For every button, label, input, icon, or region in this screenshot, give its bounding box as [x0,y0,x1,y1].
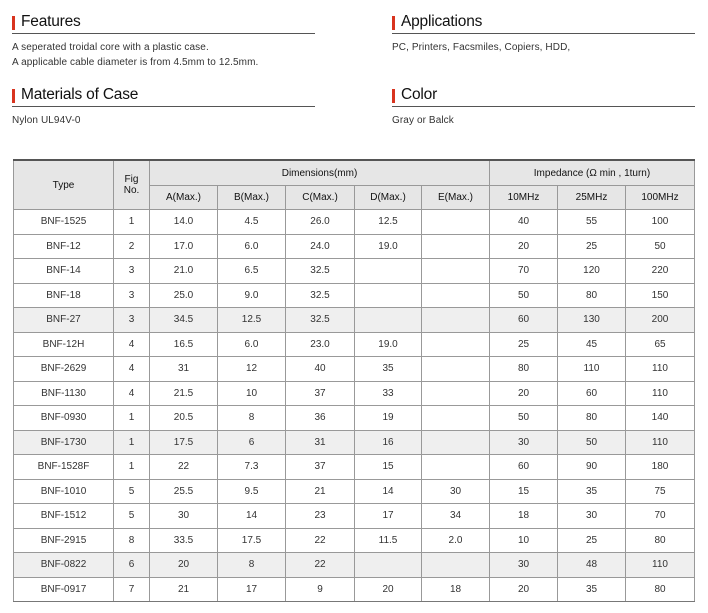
cell-dim-c: 32.5 [286,283,355,308]
cell-dim-a: 34.5 [150,308,218,333]
cell-type: BNF-12H [14,332,114,357]
cell-fig-no: 3 [114,308,150,333]
materials-text [12,113,315,128]
applications-section [392,13,695,55]
header-imp-10mhz: 10MHz [490,186,558,210]
cell-type: BNF-0822 [14,553,114,578]
materials-heading [12,86,315,107]
heading-accent-bar [392,89,395,103]
color-title: Color [401,86,438,103]
cell-type: BNF-1528F [14,455,114,480]
cell-imp-25mhz: 80 [558,406,626,431]
cell-dim-e: 2.0 [422,528,490,553]
cell-dim-a: 21 [150,577,218,602]
cell-dim-e [422,357,490,382]
table-row [14,430,695,455]
cell-fig-no: 1 [114,406,150,431]
cell-dim-a: 17.0 [150,234,218,259]
cell-imp-100mhz: 140 [626,406,695,431]
cell-type: BNF-1512 [14,504,114,529]
cell-dim-e [422,430,490,455]
header-dim-e: E(Max.) [422,186,490,210]
cell-dim-d: 11.5 [355,528,422,553]
cell-imp-100mhz: 110 [626,430,695,455]
cell-dim-a: 33.5 [150,528,218,553]
cell-fig-no: 4 [114,357,150,382]
cell-dim-a: 31 [150,357,218,382]
table-row [14,381,695,406]
cell-imp-10mhz: 50 [490,406,558,431]
cell-dim-e [422,381,490,406]
cell-type: BNF-0917 [14,577,114,602]
cell-dim-a: 20.5 [150,406,218,431]
cell-imp-25mhz: 80 [558,283,626,308]
cell-dim-c: 21 [286,479,355,504]
cell-imp-100mhz: 110 [626,357,695,382]
table-row [14,332,695,357]
cell-dim-b: 8 [218,553,286,578]
cell-imp-100mhz: 110 [626,381,695,406]
cell-fig-no: 4 [114,332,150,357]
cell-imp-100mhz: 100 [626,210,695,235]
table-row [14,234,695,259]
cell-dim-b: 6.0 [218,234,286,259]
cell-type: BNF-2629 [14,357,114,382]
cell-dim-c: 36 [286,406,355,431]
cell-dim-c: 22 [286,553,355,578]
cell-dim-c: 37 [286,381,355,406]
table-row [14,259,695,284]
table-row [14,406,695,431]
cell-imp-25mhz: 25 [558,528,626,553]
cell-imp-25mhz: 50 [558,430,626,455]
cell-dim-a: 21.0 [150,259,218,284]
cell-dim-b: 12.5 [218,308,286,333]
cell-imp-25mhz: 30 [558,504,626,529]
cell-dim-c: 24.0 [286,234,355,259]
applications-heading [392,13,695,34]
table-header [14,160,695,210]
cell-dim-d: 35 [355,357,422,382]
heading-accent-bar [392,16,395,30]
cell-dim-c: 40 [286,357,355,382]
cell-dim-d [355,308,422,333]
cell-imp-100mhz: 220 [626,259,695,284]
cell-imp-100mhz: 65 [626,332,695,357]
cell-fig-no: 1 [114,430,150,455]
cell-imp-25mhz: 35 [558,479,626,504]
cell-imp-10mhz: 60 [490,308,558,333]
cell-dim-a: 25.0 [150,283,218,308]
cell-type: BNF-1525 [14,210,114,235]
cell-dim-e [422,308,490,333]
cell-dim-d: 19 [355,406,422,431]
cell-imp-10mhz: 40 [490,210,558,235]
header-imp-100mhz: 100MHz [626,186,695,210]
cell-dim-b: 7.3 [218,455,286,480]
cell-dim-d: 19.0 [355,332,422,357]
cell-fig-no: 1 [114,210,150,235]
cell-dim-b: 6.5 [218,259,286,284]
table-row [14,577,695,602]
features-section [12,13,315,70]
features-line: A seperated troidal core with a plastic case. [12,42,209,53]
cell-dim-c: 26.0 [286,210,355,235]
cell-imp-100mhz: 110 [626,553,695,578]
cell-dim-a: 20 [150,553,218,578]
cell-dim-d [355,259,422,284]
materials-section [12,86,315,128]
header-dimensions: Dimensions(mm) [150,160,490,186]
cell-dim-c: 22 [286,528,355,553]
cell-dim-b: 17 [218,577,286,602]
cell-imp-100mhz: 80 [626,528,695,553]
features-title: Features [21,13,81,30]
cell-type: BNF-12 [14,234,114,259]
cell-dim-b: 14 [218,504,286,529]
cell-dim-e [422,210,490,235]
cell-imp-100mhz: 70 [626,504,695,529]
cell-dim-c: 9 [286,577,355,602]
cell-fig-no: 7 [114,577,150,602]
cell-dim-e: 18 [422,577,490,602]
cell-imp-25mhz: 110 [558,357,626,382]
cell-fig-no: 5 [114,504,150,529]
features-text [12,40,315,70]
cell-dim-d: 19.0 [355,234,422,259]
cell-imp-10mhz: 30 [490,553,558,578]
header-dim-c: C(Max.) [286,186,355,210]
applications-title: Applications [401,13,483,30]
cell-dim-a: 30 [150,504,218,529]
cell-imp-25mhz: 55 [558,210,626,235]
cell-fig-no: 8 [114,528,150,553]
cell-dim-c: 23 [286,504,355,529]
cell-dim-d: 16 [355,430,422,455]
cell-fig-no: 1 [114,455,150,480]
cell-imp-100mhz: 200 [626,308,695,333]
cell-imp-10mhz: 20 [490,381,558,406]
color-text [392,113,695,128]
cell-imp-25mhz: 45 [558,332,626,357]
cell-imp-10mhz: 25 [490,332,558,357]
header-imp-25mhz: 25MHz [558,186,626,210]
cell-imp-10mhz: 18 [490,504,558,529]
header-fig-no [114,160,150,210]
cell-dim-b: 12 [218,357,286,382]
cell-imp-25mhz: 35 [558,577,626,602]
cell-fig-no: 3 [114,283,150,308]
cell-dim-a: 16.5 [150,332,218,357]
cell-dim-d: 14 [355,479,422,504]
cell-imp-10mhz: 20 [490,234,558,259]
cell-dim-b: 8 [218,406,286,431]
header-dim-a: A(Max.) [150,186,218,210]
cell-type: BNF-27 [14,308,114,333]
header-impedance: Impedance (Ω min , 1turn) [490,160,695,186]
features-heading [12,13,315,34]
table-row [14,308,695,333]
cell-type: BNF-18 [14,283,114,308]
table-row [14,479,695,504]
table-row [14,504,695,529]
cell-type: BNF-1130 [14,381,114,406]
table-row [14,553,695,578]
cell-fig-no: 6 [114,553,150,578]
cell-imp-10mhz: 70 [490,259,558,284]
cell-dim-a: 17.5 [150,430,218,455]
cell-dim-a: 21.5 [150,381,218,406]
cell-imp-100mhz: 180 [626,455,695,480]
cell-imp-10mhz: 20 [490,577,558,602]
cell-dim-d: 33 [355,381,422,406]
cell-dim-e [422,332,490,357]
table-row [14,357,695,382]
heading-accent-bar [12,89,15,103]
cell-dim-e [422,406,490,431]
cell-imp-10mhz: 15 [490,479,558,504]
spec-table [13,159,695,602]
cell-dim-b: 9.0 [218,283,286,308]
heading-accent-bar [12,16,15,30]
cell-imp-10mhz: 30 [490,430,558,455]
cell-dim-b: 4.5 [218,210,286,235]
cell-dim-a: 22 [150,455,218,480]
cell-dim-e [422,455,490,480]
cell-dim-e [422,283,490,308]
cell-imp-100mhz: 75 [626,479,695,504]
table-row [14,210,695,235]
cell-dim-c: 32.5 [286,308,355,333]
cell-dim-d: 15 [355,455,422,480]
cell-imp-25mhz: 48 [558,553,626,578]
header-dim-d: D(Max.) [355,186,422,210]
cell-dim-e [422,259,490,284]
materials-title: Materials of Case [21,86,139,103]
cell-imp-100mhz: 80 [626,577,695,602]
cell-imp-25mhz: 60 [558,381,626,406]
cell-imp-10mhz: 50 [490,283,558,308]
cell-dim-d [355,553,422,578]
applications-text [392,40,695,55]
cell-imp-100mhz: 50 [626,234,695,259]
cell-fig-no: 4 [114,381,150,406]
cell-imp-25mhz: 120 [558,259,626,284]
cell-dim-b: 6 [218,430,286,455]
cell-imp-10mhz: 60 [490,455,558,480]
cell-dim-c: 23.0 [286,332,355,357]
cell-type: BNF-0930 [14,406,114,431]
table-row [14,455,695,480]
cell-dim-e: 34 [422,504,490,529]
cell-imp-25mhz: 130 [558,308,626,333]
cell-dim-d: 12.5 [355,210,422,235]
cell-dim-a: 14.0 [150,210,218,235]
table-row [14,283,695,308]
cell-dim-b: 10 [218,381,286,406]
cell-type: BNF-1730 [14,430,114,455]
cell-fig-no: 5 [114,479,150,504]
cell-type: BNF-2915 [14,528,114,553]
cell-type: BNF-1010 [14,479,114,504]
cell-imp-25mhz: 90 [558,455,626,480]
cell-dim-d: 17 [355,504,422,529]
cell-dim-b: 9.5 [218,479,286,504]
cell-imp-10mhz: 80 [490,357,558,382]
header-fig-line1: Fig [124,174,139,185]
cell-dim-c: 32.5 [286,259,355,284]
cell-dim-c: 31 [286,430,355,455]
cell-imp-10mhz: 10 [490,528,558,553]
color-heading [392,86,695,107]
materials-line: Nylon UL94V-0 [12,115,81,126]
cell-fig-no: 2 [114,234,150,259]
cell-dim-a: 25.5 [150,479,218,504]
cell-fig-no: 3 [114,259,150,284]
cell-dim-e [422,234,490,259]
cell-dim-c: 37 [286,455,355,480]
cell-dim-d [355,283,422,308]
cell-dim-d: 20 [355,577,422,602]
header-dim-b: B(Max.) [218,186,286,210]
features-line: A applicable cable diameter is from 4.5mm to 12.5mm. [12,57,259,68]
cell-dim-e [422,553,490,578]
cell-imp-100mhz: 150 [626,283,695,308]
applications-line: PC, Printers, Facsmiles, Copiers, HDD, [392,42,571,53]
header-type: Type [14,160,114,210]
header-fig-line2: No. [123,185,140,196]
cell-dim-b: 6.0 [218,332,286,357]
cell-dim-b: 17.5 [218,528,286,553]
color-section [392,86,695,128]
cell-type: BNF-14 [14,259,114,284]
color-line: Gray or Balck [392,115,454,126]
cell-imp-25mhz: 25 [558,234,626,259]
cell-dim-e: 30 [422,479,490,504]
table-row [14,528,695,553]
table-body [14,210,695,602]
